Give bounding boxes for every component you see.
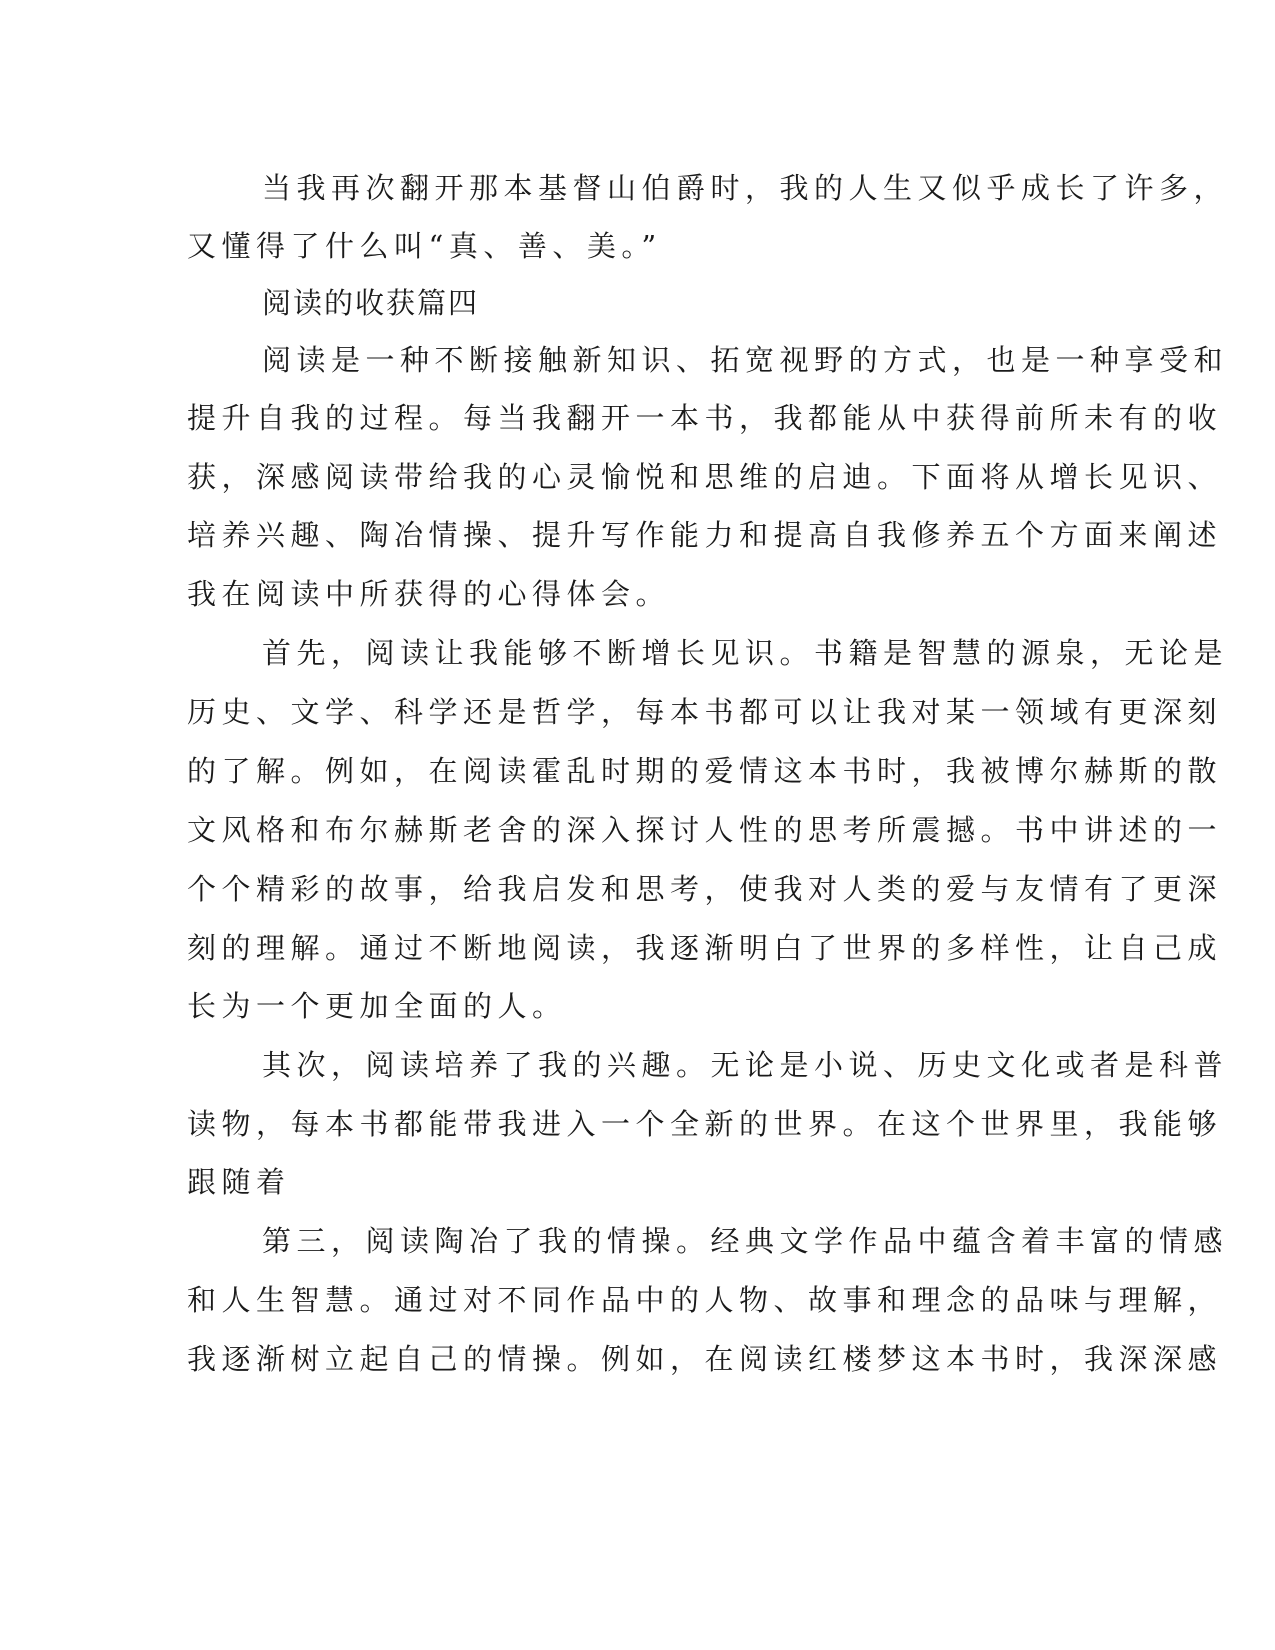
paragraph-line: 长为一个更加全面的人。 [187,989,567,1023]
paragraph-line: 我逐渐树立起自己的情操。例如，在阅读红楼梦这本书时，我深深感 [187,1342,1223,1376]
paragraph-line: 阅读是一种不断接触新知识、拓宽视野的方式，也是一种享受和 [262,343,1229,377]
paragraph-line: 文风格和布尔赫斯老舍的深入探讨人性的思考所震撼。书中讲述的一 [187,813,1223,847]
paragraph-line: 个个精彩的故事，给我启发和思考，使我对人类的爱与友情有了更深 [187,872,1223,906]
paragraph-line: 获，深感阅读带给我的心灵愉悦和思维的启迪。下面将从增长见识、 [187,460,1223,494]
paragraph-line: 刻的理解。通过不断地阅读，我逐渐明白了世界的多样性，让自己成 [187,931,1223,965]
paragraph-line: 培养兴趣、陶冶情操、提升写作能力和提高自我修养五个方面来阐述 [187,518,1223,552]
paragraph-line: 当我再次翻开那本基督山伯爵时，我的人生又似乎成长了许多， [262,171,1229,205]
paragraph-line: 首先，阅读让我能够不断增长见识。书籍是智慧的源泉，无论是 [262,636,1229,670]
paragraph-line: 读物，每本书都能带我进入一个全新的世界。在这个世界里，我能够 [187,1107,1223,1141]
paragraph-line: 第三，阅读陶冶了我的情操。经典文学作品中蕴含着丰富的情感 [262,1224,1229,1258]
paragraph-line: 又懂得了什么叫“真、善、美。” [187,229,662,263]
paragraph-line: 和人生智慧。通过对不同作品中的人物、故事和理念的品味与理解， [187,1283,1223,1317]
paragraph-line: 跟随着 [187,1165,291,1199]
paragraph-line: 的了解。例如，在阅读霍乱时期的爱情这本书时，我被博尔赫斯的散 [187,754,1223,788]
paragraph-line: 其次，阅读培养了我的兴趣。无论是小说、历史文化或者是科普 [262,1048,1229,1082]
paragraph-line: 历史、文学、科学还是哲学，每本书都可以让我对某一领域有更深刻 [187,695,1223,729]
paragraph-line: 提升自我的过程。每当我翻开一本书，我都能从中获得前所未有的收 [187,401,1223,435]
paragraph-line: 我在阅读中所获得的心得体会。 [187,577,671,611]
section-heading: 阅读的收获篇四 [262,286,480,320]
